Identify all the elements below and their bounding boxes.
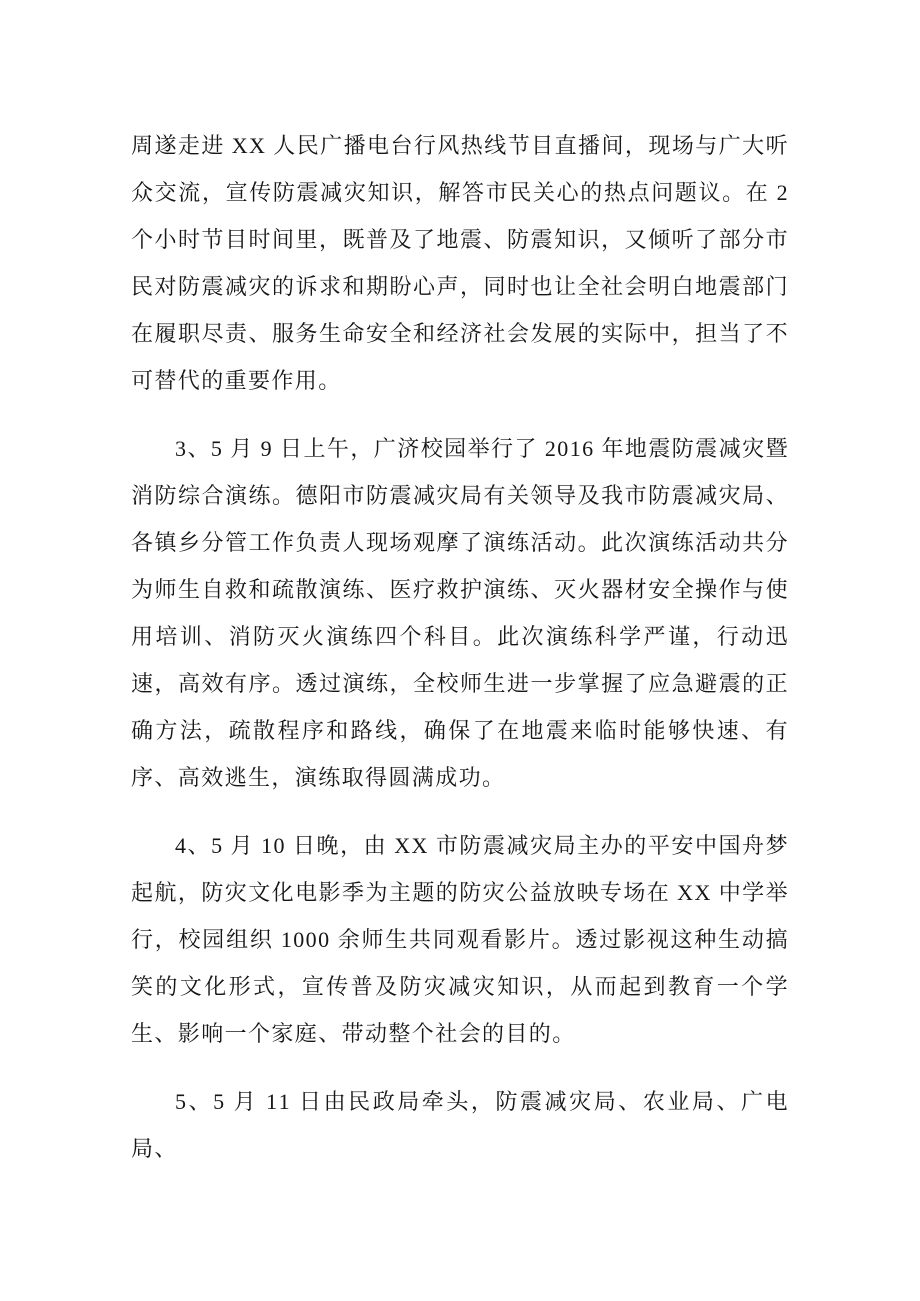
paragraph-item-4: 4、5 月 10 日晚，由 XX 市防震减灾局主办的平安中国舟梦起航，防灾文化电影季为主题的防灾公益放映专场在 XX 中学举行，校园组织 1000 余师生共同观看影片。透过影视这种生动搞笑的文化形式，宣传普及防灾减灾知识，从而起到教育一个学生、影响一个家庭、带动整个社会的目的。 — [131, 833, 789, 1046]
paragraph-continuation: 周遂走进 XX 人民广播电台行风热线节目直播间，现场与广大听众交流，宣传防震减灾知识，解答市民关心的热点问题议。在 2 个小时节目时间里，既普及了地震、防震知识，又倾听了部分市民对防震减灾的诉求和期盼心声，同时也让全社会明白地震部门在履职尽责、服务生命安全和经济社会发展的实际中，担当了不可替代的重要作用。 — [131, 133, 789, 393]
paragraph-item-5: 5、5 月 11 日由民政局牵头，防震减灾局、农业局、广电局、 — [131, 1089, 789, 1161]
document-text-block — [131, 122, 789, 1172]
paragraph-item-3: 3、5 月 9 日上午，广济校园举行了 2016 年地震防震减灾暨消防综合演练。德阳市防震减灾局有关领导及我市防震减灾局、各镇乡分管工作负责人现场观摩了演练活动。此次演练活动共分为师生自救和疏散演练、医疗救护演练、灭火器材安全操作与使用培训、消防灭火演练四个科目。此次演练科学严谨，行动迅速，高效有序。透过演练，全校师生进一步掌握了应急避震的正确方法，疏散程序和路线，确保了在地震来临时能够快速、有序、高效逃生，演练取得圆满成功。 — [131, 436, 789, 790]
